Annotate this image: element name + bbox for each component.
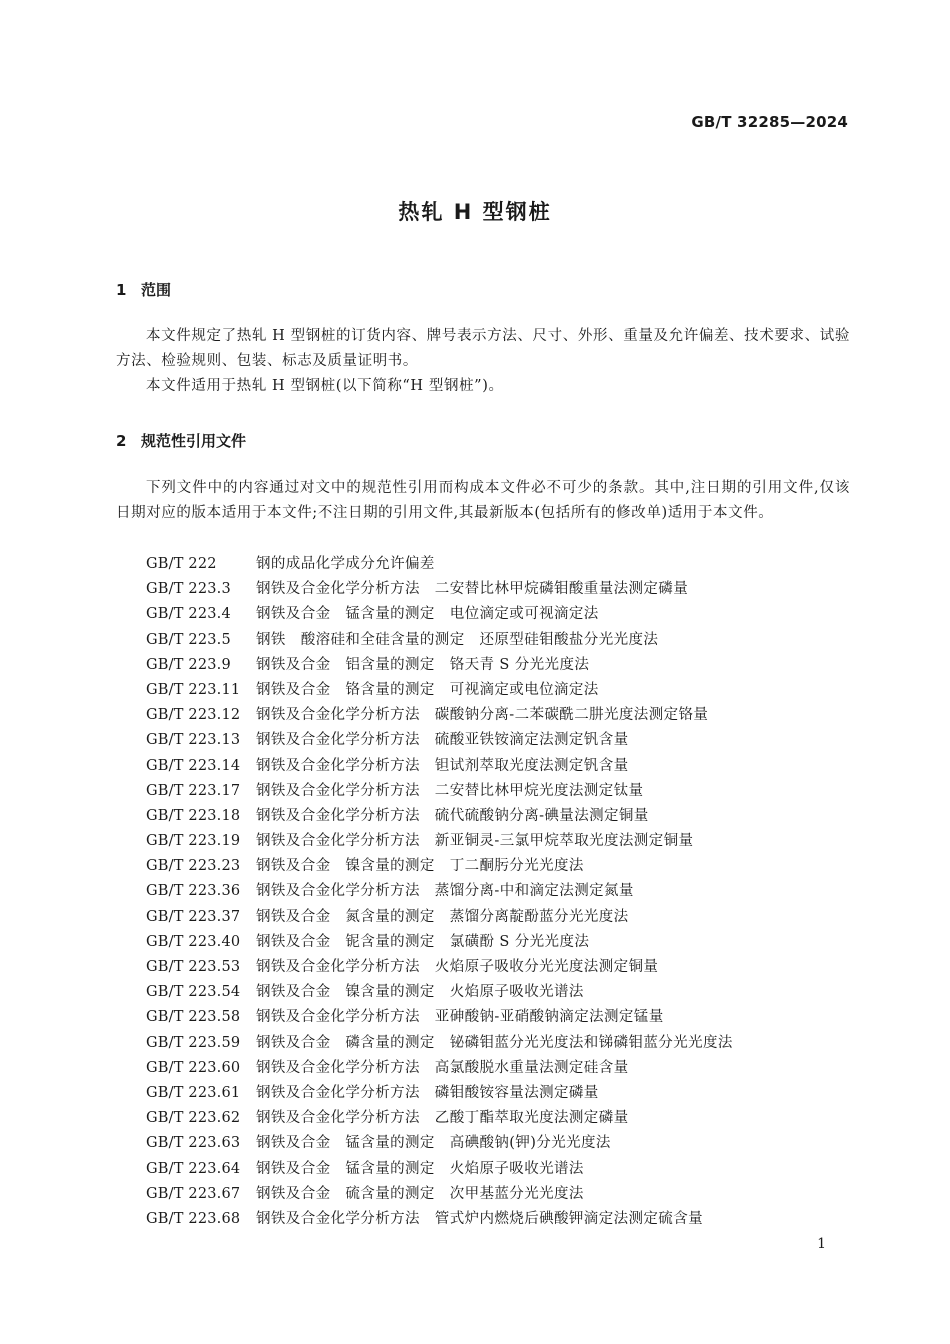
reference-item	[146, 905, 856, 930]
reference-code: GB/T 223.12	[146, 707, 241, 724]
reference-item	[146, 955, 856, 980]
reference-code: GB/T 223.58	[146, 1009, 241, 1026]
reference-item	[146, 779, 856, 804]
reference-item	[146, 1207, 856, 1232]
reference-code: GB/T 222	[146, 556, 217, 572]
reference-code: GB/T 223.14	[146, 757, 241, 774]
scope-paragraph-2: 本文件适用于热轧 H 型钢桩(以下简称“H 型钢桩”)。	[146, 378, 504, 394]
reference-item	[146, 577, 856, 602]
reference-title: 钢的成品化学成分允许偏差	[256, 556, 435, 572]
reference-code: GB/T 223.3	[146, 581, 231, 598]
reference-code: GB/T 223.60	[146, 1059, 241, 1076]
reference-code: GB/T 223.64	[146, 1160, 241, 1177]
reference-title: 钢铁及合金 氮含量的测定 蒸馏分离靛酚蓝分光光度法	[256, 908, 629, 925]
reference-code: GB/T 223.37	[146, 908, 241, 925]
reference-code: GB/T 223.11	[146, 681, 241, 698]
reference-title: 钢铁 酸溶硅和全硅含量的测定 还原型硅钼酸盐分光光度法	[256, 631, 659, 648]
reference-title: 钢铁及合金 铝含量的测定 铬天青 S 分光光度法	[256, 656, 590, 673]
reference-code: GB/T 223.17	[146, 782, 241, 799]
reference-code: GB/T 223.4	[146, 606, 231, 623]
reference-code: GB/T 223.36	[146, 883, 241, 900]
reference-item	[146, 829, 856, 854]
section-heading-scope	[116, 279, 171, 300]
reference-title: 钢铁及合金化学分析方法 碳酸钠分离-二苯碳酰二肼光度法测定铬量	[256, 707, 709, 724]
page-number: 1	[817, 1236, 826, 1252]
section-number: 2	[116, 432, 127, 450]
reference-item	[146, 728, 856, 753]
reference-title: 钢铁及合金 磷含量的测定 铋磷钼蓝分光光度法和锑磷钼蓝分光光度法	[256, 1034, 733, 1051]
reference-title: 钢铁及合金化学分析方法 磷钼酸铵容量法测定磷量	[256, 1084, 599, 1101]
reference-title: 钢铁及合金化学分析方法 亚砷酸钠-亚硝酸钠滴定法测定锰量	[256, 1009, 664, 1026]
reference-code: GB/T 223.67	[146, 1185, 241, 1202]
standard-code: GB/T 32285—2024	[691, 113, 848, 131]
reference-title: 钢铁及合金 铬含量的测定 可视滴定或电位滴定法	[256, 681, 599, 698]
reference-title: 钢铁及合金化学分析方法 新亚铜灵-三氯甲烷萃取光度法测定铜量	[256, 833, 694, 850]
reference-item	[146, 980, 856, 1005]
reference-item	[146, 1106, 856, 1131]
reference-code: GB/T 223.18	[146, 807, 241, 824]
reference-title: 钢铁及合金化学分析方法 二安替比林甲烷光度法测定钛量	[256, 782, 644, 799]
reference-item	[146, 653, 856, 678]
reference-code: GB/T 223.19	[146, 833, 241, 850]
reference-title: 钢铁及合金化学分析方法 二安替比林甲烷磷钼酸重量法测定磷量	[256, 581, 689, 598]
reference-title: 钢铁及合金化学分析方法 硫代硫酸钠分离-碘量法测定铜量	[256, 807, 649, 824]
section-title: 规范性引用文件	[141, 432, 247, 450]
reference-title: 钢铁及合金化学分析方法 硫酸亚铁铵滴定法测定钒含量	[256, 732, 629, 749]
reference-item	[146, 804, 856, 829]
reference-item	[146, 854, 856, 879]
reference-code: GB/T 223.23	[146, 858, 241, 875]
reference-item	[146, 879, 856, 904]
reference-code: GB/T 223.54	[146, 984, 241, 1001]
reference-item	[146, 602, 856, 627]
reference-code: GB/T 223.61	[146, 1084, 241, 1101]
reference-item	[146, 1157, 856, 1182]
reference-title: 钢铁及合金 锰含量的测定 电位滴定或可视滴定法	[256, 606, 599, 623]
reference-item	[146, 930, 856, 955]
reference-code: GB/T 223.62	[146, 1110, 241, 1127]
reference-item	[146, 552, 856, 577]
section-number: 1	[116, 281, 127, 299]
reference-title: 钢铁及合金 锰含量的测定 火焰原子吸收光谱法	[256, 1160, 584, 1177]
reference-code: GB/T 223.63	[146, 1135, 241, 1152]
reference-item	[146, 678, 856, 703]
reference-code: GB/T 223.68	[146, 1210, 241, 1227]
reference-item	[146, 703, 856, 728]
reference-item	[146, 1005, 856, 1030]
reference-code: GB/T 223.53	[146, 959, 241, 975]
section-heading-normative-references	[116, 430, 246, 451]
section-title: 范围	[141, 281, 172, 299]
scope-paragraph-1: 本文件规定了热轧 H 型钢桩的订货内容、牌号表示方法、尺寸、外形、重量及允许偏差、技术要求、试验方法、检验规则、包装、标志及质量证明书。	[116, 328, 850, 369]
reference-title: 钢铁及合金 镍含量的测定 火焰原子吸收光谱法	[256, 984, 584, 1001]
reference-title: 钢铁及合金化学分析方法 管式炉内燃烧后碘酸钾滴定法测定硫含量	[256, 1210, 703, 1227]
reference-code: GB/T 223.40	[146, 933, 241, 950]
reference-title: 钢铁及合金化学分析方法 高氯酸脱水重量法测定硅含量	[256, 1059, 629, 1076]
reference-title: 钢铁及合金 铌含量的测定 氯磺酚 S 分光光度法	[256, 933, 590, 950]
reference-item	[146, 1131, 856, 1156]
reference-code: GB/T 223.9	[146, 656, 231, 673]
reference-title: 钢铁及合金 硫含量的测定 次甲基蓝分光光度法	[256, 1185, 584, 1202]
reference-item	[146, 754, 856, 779]
reference-code: GB/T 223.13	[146, 732, 241, 749]
reference-title: 钢铁及合金化学分析方法 乙酸丁酯萃取光度法测定磷量	[256, 1110, 629, 1127]
reference-list	[146, 552, 856, 1232]
reference-title: 钢铁及合金 镍含量的测定 丁二酮肟分光光度法	[256, 858, 584, 875]
reference-title: 钢铁及合金化学分析方法 火焰原子吸收分光光度法测定铜量	[256, 959, 659, 975]
reference-item	[146, 1081, 856, 1106]
reference-code: GB/T 223.5	[146, 631, 231, 648]
reference-code: GB/T 223.59	[146, 1034, 241, 1051]
reference-title: 钢铁及合金化学分析方法 钽试剂萃取光度法测定钒含量	[256, 757, 629, 774]
reference-item	[146, 628, 856, 653]
reference-item	[146, 1182, 856, 1207]
references-intro-paragraph: 下列文件中的内容通过对文中的规范性引用而构成本文件必不可少的条款。其中,注日期的引用文件,仅该日期对应的版本适用于本文件;不注日期的引用文件,其最新版本(包括所有的修改单)适用于本文件。	[116, 480, 850, 521]
reference-item	[146, 1031, 856, 1056]
reference-item	[146, 1056, 856, 1081]
document-title: 热轧 H 型钢桩	[398, 200, 552, 224]
reference-title: 钢铁及合金 锰含量的测定 高碘酸钠(钾)分光光度法	[256, 1135, 611, 1152]
reference-title: 钢铁及合金化学分析方法 蒸馏分离-中和滴定法测定氮量	[256, 883, 634, 900]
